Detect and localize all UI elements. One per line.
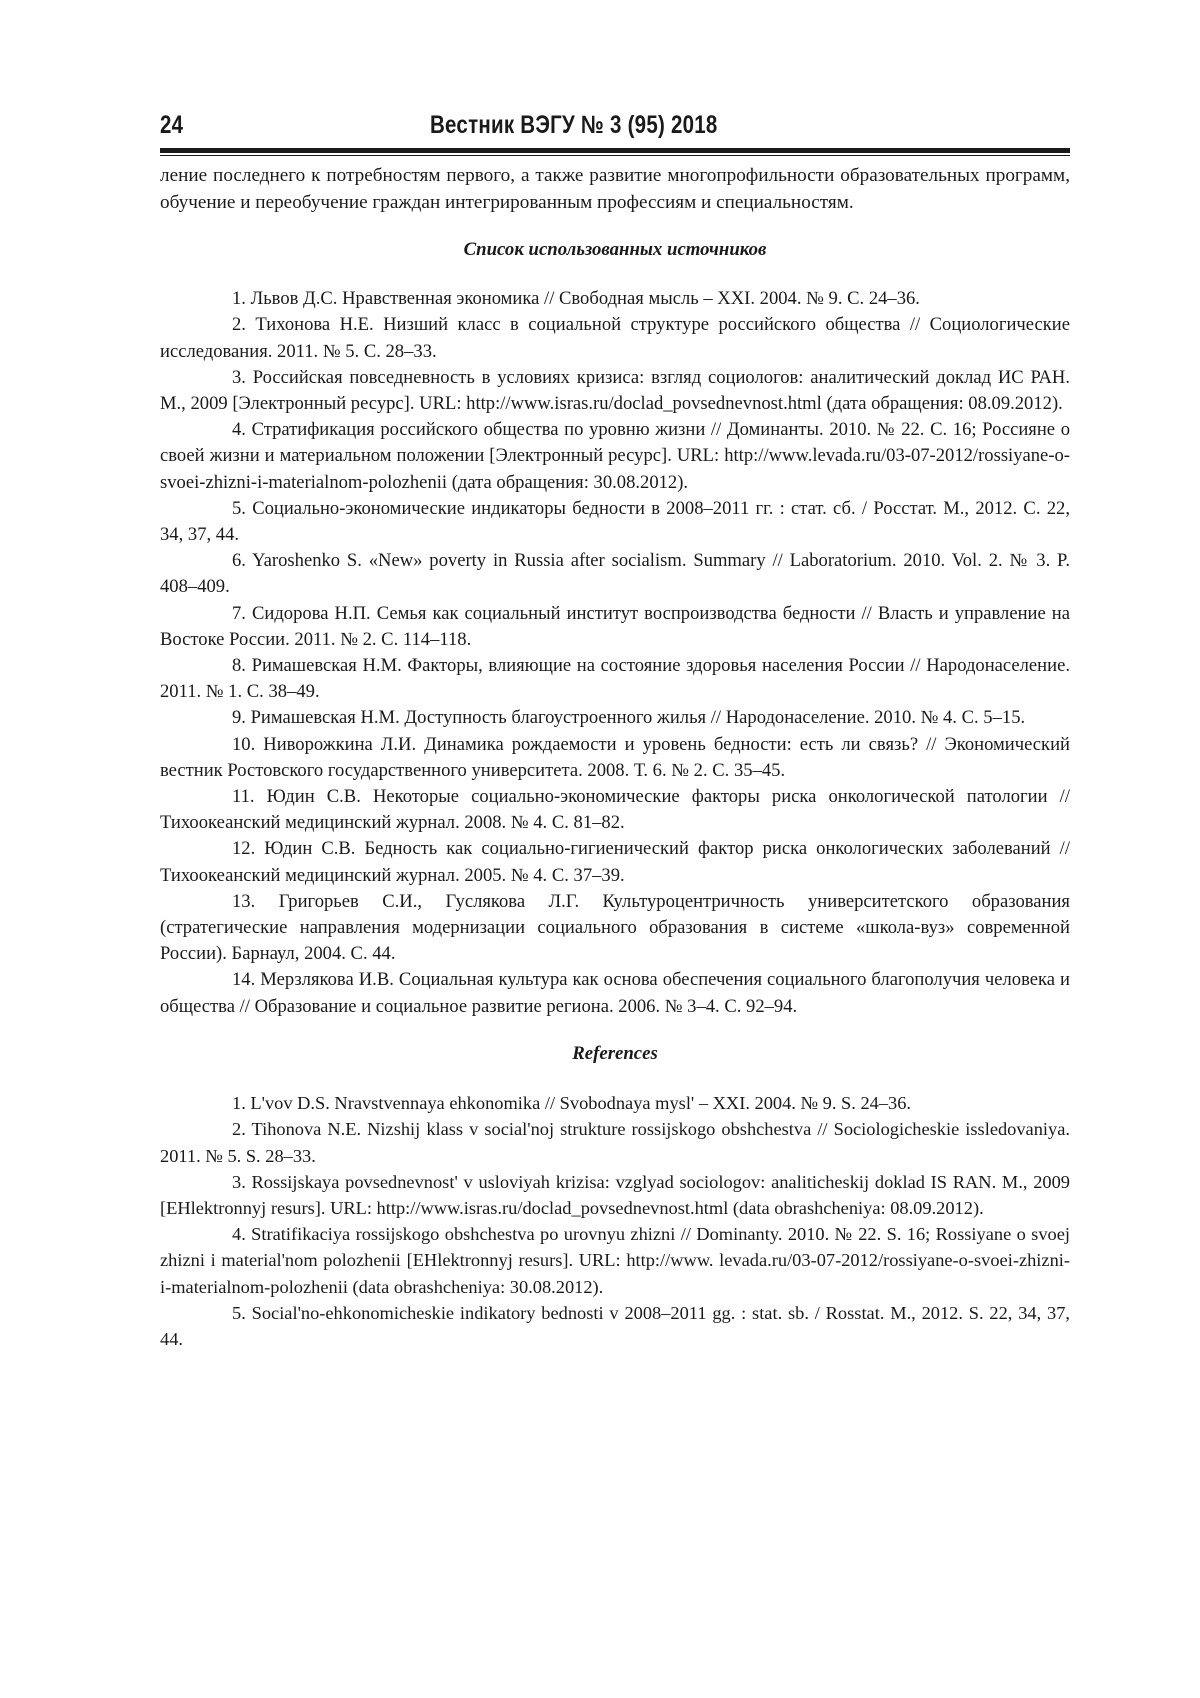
source-item: 5. Социально-экономические индикаторы бедности в 2008–2011 гг. : стат. сб. / Росстат. М., 2012. С. 22, 34, 37, 44. [160,497,1070,546]
journal-page [160,112,1070,1352]
sources-list [160,286,1070,1020]
reference-item: 4. Stratifikaciya rossijskogo obshchestva po urovnyu zhizni // Dominanty. 2010. № 22. S. 16; Rossiyane o svoej zhizni i material'nom polozhenii [EHlektronnyj resurs]. URL: http://www. levada.ru/03-07-2012/rossiyane-o-svoei-zhizni-i-materialnom-polozhenii (data obrashcheniya: 30.08.2012). [160,1224,1070,1297]
references-heading: References [572,1042,658,1064]
source-item: 4. Стратификация российского общества по уровню жизни // Доминанты. 2010. № 22. С. 16; Россияне о своей жизни и материальном положении [Электронный ресурс]. URL: http://www.levada.ru/03-07-2012/rossiyane-o-svoei-zhizni-i-materialnom-polozhenii (дата обращения: 30.08.2012). [160,419,1070,493]
header-rule-thin [160,155,1070,156]
reference-item: 2. Tihonova N.E. Nizshij klass v social'noj strukture rossijskogo obshchestva // Sociologicheskie issledovaniya. 2011. № 5. S. 28–33. [160,1119,1070,1166]
source-item: 6. Yaroshenko S. «New» poverty in Russia after socialism. Summary // Laboratorium. 2010. Vol. 2. № 3. P. 408–409. [160,550,1070,598]
references-list [160,1090,1070,1352]
sources-heading: Список использованных источников [463,239,767,260]
source-item: 11. Юдин С.В. Некоторые социально-экономические факторы риска онкологической патологии // Тихоокеанский медицинский журнал. 2008. № 4. С. 81–82. [160,786,1070,834]
running-header [160,112,1070,146]
source-item: 2. Тихонова Н.Е. Низший класс в социальной структуре российского общества // Социологические исследования. 2011. № 5. С. 28–33. [160,314,1070,362]
source-item: 8. Римашевская Н.М. Факторы, влияющие на состояние здоровья населения России // Народонаселение. 2011. № 1. С. 38–49. [160,655,1070,703]
header-rule-thick [160,148,1070,153]
source-item: 9. Римашевская Н.М. Доступность благоустроенного жилья // Народонаселение. 2010. № 4. С. 5–15. [232,707,1026,729]
reference-item: 1. L'vov D.S. Nravstvennaya ehkonomika // Svobodnaya mysl' – XXI. 2004. № 9. S. 24–36. [232,1093,912,1114]
source-item: 3. Российская повседневность в условиях кризиса: взгляд социологов: аналитический доклад ИС РАН. М., 2009 [Электронный ресурс]. URL: http://www.isras.ru/doclad_povsednevnost.html (дата обращения: 08.09.2012). [160,366,1070,415]
source-item: 7. Сидорова Н.П. Семья как социальный институт воспроизводства бедности // Власть и управление на Востоке России. 2011. № 2. С. 114–118. [160,602,1070,650]
reference-item: 3. Rossijskaya povsednevnost' v usloviyah krizisa: vzglyad sociologov: analiticheskij doklad IS RAN. M., 2009 [EHlektronnyj resurs]. URL: http://www.isras.ru/doclad_povsednevnost.html (data obrashcheniya: 08.09.2012). [160,1171,1070,1218]
source-item: 14. Мерзлякова И.В. Социальная культура как основа обеспечения социального благополучия человека и общества // Образование и социальное развитие региона. 2006. № 3–4. С. 92–94. [160,969,1070,1017]
source-item: 10. Ниворожкина Л.И. Динамика рождаемости и уровень бедности: есть ли связь? // Экономический вестник Ростовского государственного университета. 2008. Т. 6. № 2. С. 35–45. [160,733,1070,781]
page-number: 24 [160,111,184,139]
reference-item: 5. Social'no-ehkonomicheskie indikatory bednosti v 2008–2011 gg. : stat. sb. / Rosstat. M., 2012. S. 22, 34, 37, 44. [160,1302,1070,1349]
intro-paragraph: ление последнего к потребностям первого, а также развитие многопрофильности образовательных программ, обучение и переобучение граждан интегрированным профессиям и специальностям. [160,165,1070,213]
journal-title: Вестник ВЭГУ № 3 (95) 2018 [430,111,718,139]
source-item: 13. Григорьев С.И., Гуслякова Л.Г. Культуроцентричность университетского образования (стратегические направления модернизации социального образования в системе «школа-вуз» современной России). Барнаул, 2004. С. 44. [160,890,1070,965]
source-item: 12. Юдин С.В. Бедность как социально-гигиенический фактор риска онкологических заболеваний // Тихоокеанский медицинский журнал. 2005. № 4. С. 37–39. [160,838,1070,886]
source-item: 1. Львов Д.С. Нравственная экономика // Свободная мысль – XXI. 2004. № 9. С. 24–36. [232,288,920,310]
